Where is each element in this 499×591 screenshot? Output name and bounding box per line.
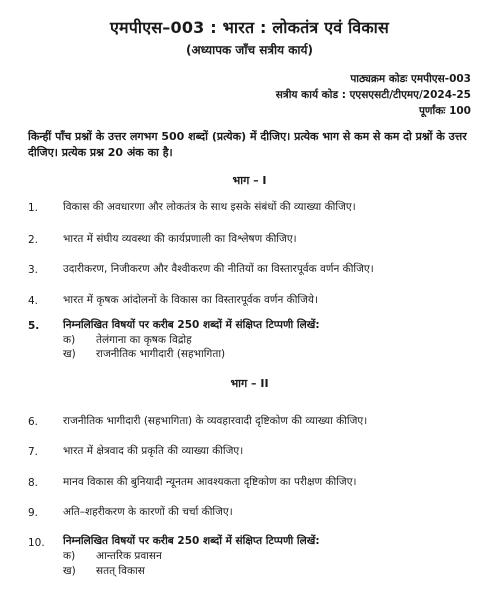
subitem-label: ख) [63,565,76,577]
subitem-text: राजनीतिक भागीदारी (सहभागिता) [96,348,226,360]
subitem-text: आन्तरिक प्रवासन [96,550,162,562]
instructions: किन्हीं पाँच प्रश्नों के उत्तर लगभग 500 शब्दों (प्रत्येक) में दीजिए। प्रत्येक भाग से कम से कम दो प्रश्नों के उत्तर दीजिए। प्रत्येक प्रश्न 20 अंक का है। [28,130,467,159]
question-number: 8. [28,477,39,489]
question-text: भारत में संघीय व्यवस्था की कार्यप्रणाली का विश्लेषण कीजिए। [63,233,297,245]
question-number: 3. [28,264,39,276]
question-text: भारत में कृषक आंदोलनों के विकास का विस्तारपूर्वक वर्णन कीजिये। [63,294,319,306]
question-number: 10. [28,537,45,549]
subitem-label: क) [63,334,76,346]
question-text: विकास की अवधारणा और लोकतंत्र के साथ इसके संबंधों की व्याख्या कीजिए। [63,201,356,213]
question-number: 2. [28,234,39,246]
section-heading: भाग – II [230,377,269,390]
subitem-text: सतत् विकास [96,565,145,577]
question-text: उदारीकरण, निजीकरण और वैश्वीकरण की नीतियों का विस्तारपूर्वक वर्णन कीजिए। [63,263,374,275]
question-text: राजनीतिक भागीदारी (सहभागिता) के व्यवहारवादी दृष्टिकोण की व्याख्या कीजिए। [63,415,368,427]
section-heading: भाग – I [232,174,267,187]
document-subtitle: (अध्यापक जाँच सत्रीय कार्य) [185,43,313,57]
question-text: अति–शहरीकरण के कारणों की चर्चा कीजिए। [63,506,233,518]
subitem-label: क) [63,550,76,562]
question-number: 5. [28,320,40,332]
assignment-code: सत्रीय कार्य कोड : एएसएसटी/टीएमए/2024-25 [275,89,471,101]
question-text: मानव विकास की बुनियादी न्यूनतम आवश्यकता दृष्टिकोण का परीक्षण कीजिए। [63,476,357,488]
question-number: 4. [28,295,39,307]
question-text: निम्नलिखित विषयों पर करीब 250 शब्दों में संक्षिप्त टिप्पणी लिखें: [63,535,320,547]
question-number: 6. [28,416,39,428]
document-title: एमपीएस–003 : भारत : लोकतंत्र एवं विकास [109,18,390,37]
max-marks: पूर्णांकः 100 [418,105,471,117]
question-text: भारत में क्षेत्रवाद की प्रकृति की व्याख्या कीजिए। [63,445,244,457]
subitem-text: तेलंगाना का कृषक विद्रोह [96,334,192,346]
subitem-label: ख) [63,348,76,360]
question-number: 1. [28,202,39,214]
question-number: 7. [28,446,39,458]
question-number: 9. [28,507,39,519]
question-text: निम्नलिखित विषयों पर करीब 250 शब्दों में संक्षिप्त टिप्पणी लिखें: [63,319,320,331]
course-code: पाठ्यक्रम कोडः एमपीएस-003 [350,73,471,85]
